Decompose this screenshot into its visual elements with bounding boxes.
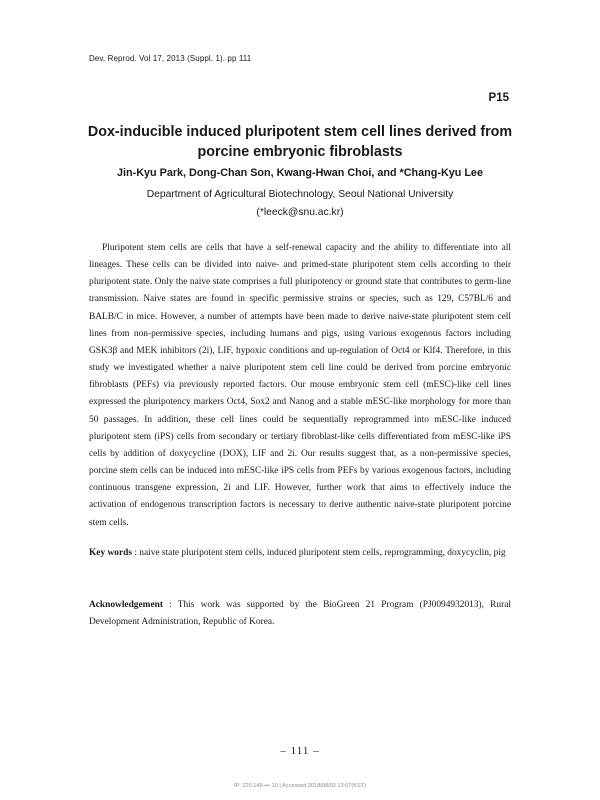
- acknowledgement-text: This work was supported by the BioGreen 21 Program (PJ0094932013), Rural Development Administration, Republic of Korea.: [89, 600, 512, 628]
- keywords-text: naive state pluripotent stem cells, induced pluripotent stem cells, reprogramming, doxycyclin, pig: [139, 548, 506, 558]
- author-list: Jin-Kyu Park, Dong-Chan Son, Kwang-Hwan Choi, and *Chang-Kyu Lee: [117, 167, 483, 179]
- acknowledgement-label: Acknowledgement: [89, 600, 163, 610]
- keywords-label: Key words: [89, 548, 132, 558]
- keywords-separator: :: [131, 548, 140, 558]
- page-number: – 111 –: [280, 745, 320, 757]
- abstract-body: Pluripotent stem cells are cells that have a self-renewal capacity and the ability to differentiate into all lineages. These cells can be divided into naive- and primed-state pluripotent stem cells according to their pluripotent state. Only the naive state comprises a full pluripotency or ground state that contributes to germ-line transmission. Naive states are found in specific permissive strains or species, such as 129, C57BL/6 and BALB/C in mice. However, a number of attempts have been made to derive naive-state pluripotent stem cell lines from non-permissive species, including humans and pigs, using various exogenous factors including GSK3β and MEK inhibitors (2i), LIF, hypoxic conditions and up-regulation of Oct4 or Klf4. Therefore, in this study we investigated whether a naive pluripotent stem cell line could be derived from porcine embryonic fibroblasts (PEFs) via previously reported factors. Our mouse embryonic stem cell (mESC)-like cell lines expressed the pluripotency markers Oct4, Sox2 and Nanog and a stable mESC-like morphology for more than 50 passages. In addition, these cell lines could be sequentially reprogrammed into mESC-like induced pluripotent stem (iPS) cells from secondary or tertiary fibroblast-like cells differentiated from mESC-like iPS cells by addition of doxycycline (DOX), LIF and 2i. Our results suggest that, as a non-permissive species, porcine stem cells can be induced into mESC-like iPS cells from PEFs by various exogenous factors, including continuous transgene expression, 2i and LIF. However, further work that aims to effectively induce the activation of endogenous transcription factors is necessary to derive authentic naive-state pluripotent porcine stem cells.: [89, 243, 511, 528]
- affiliation-block: [70, 186, 530, 221]
- journal-reference: Dev. Reprod. Vol 17, 2013 (Suppl. 1). pp 111: [89, 54, 252, 63]
- title-line-2: porcine embryonic fibroblasts: [197, 144, 403, 160]
- acknowledgement-paragraph: [89, 597, 511, 631]
- poster-id: P15: [488, 92, 509, 104]
- paper-title: [70, 122, 530, 162]
- access-watermark: IP: 220.149.•••.10 | Accessed 2018/08/02 13:07(KST): [233, 783, 367, 789]
- affiliation: Department of Agricultural Biotechnology, Seoul National University: [146, 189, 454, 200]
- keywords-paragraph: [89, 545, 511, 562]
- title-line-1: Dox-inducible induced pluripotent stem cell lines derived from: [87, 124, 513, 140]
- corresponding-email: (*leeck@snu.ac.kr): [256, 206, 344, 218]
- acknowledgement-separator: :: [162, 600, 178, 610]
